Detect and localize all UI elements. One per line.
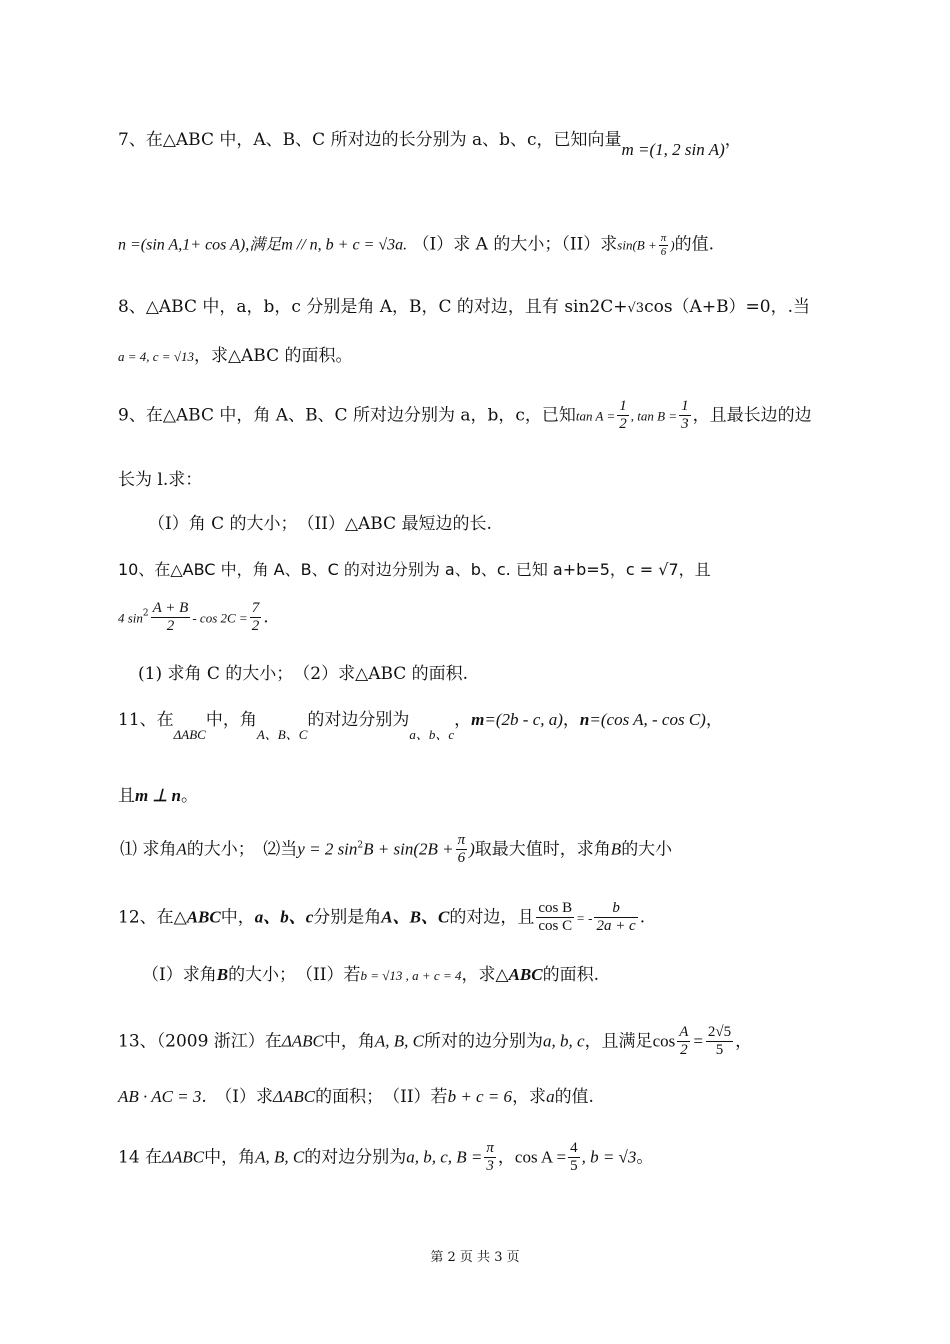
page-footer: 第 2 页 共 3 页 [430,1250,520,1265]
p14-pre: 14 在 [118,1147,163,1168]
p8-text1: 8、△ABC 中，a，b，c 分别是角 A，B，C 的对边，且有 sin2C+ [118,297,628,317]
p7-pi: π [660,232,667,244]
p11-y-expr2: B + sin(2B + [363,839,454,859]
p10-line3: (1) 求角 C 的大小； （2）求△ABC 的面积. [138,664,469,684]
p13-angles: A, B, C [374,1031,425,1051]
p14-mid2: 的对边分别为 [304,1147,407,1168]
p9-pre: 9、在△ABC 中，角 A、B、C 所对边分别为 a，b，c，已知 [118,405,576,426]
p11-A: A [176,839,187,859]
p13-sides: a, b, c [543,1031,585,1051]
p14-line1 [118,1140,653,1176]
p7-comma: ， [724,130,742,150]
p12-frac-cos [536,900,574,936]
p13-l2b: 的面积； （II）若 [315,1087,448,1107]
p13-mid: 中，角 [323,1031,375,1052]
p13-frac-a2 [677,1024,690,1060]
p14-four: 4 [568,1140,580,1158]
p12-l2c: ，求△ [461,965,509,985]
p12-l2b: 的大小； （II）若 [228,965,361,985]
p12-dot: . [639,907,646,928]
p12-angles: A、B、C [381,907,450,927]
p11-mid2: 的对边分别为 [307,710,410,730]
p13-tri-b: ΔABC [273,1087,316,1106]
p14-tri: ΔABC [162,1147,205,1167]
p13-line1 [118,1024,752,1060]
p9-line2: 长为 l.求： [118,470,203,490]
p14-three: 3 [486,1158,494,1175]
p13-a: a [546,1087,555,1106]
p10-ab: A + B [151,600,191,618]
p12-l2d: 的面积. [542,965,599,985]
p13-frac-root5 [706,1024,733,1060]
p12-cosC: cos C [538,918,573,935]
p7-pi-over-6 [659,232,669,258]
p13-two: 2 [680,1042,688,1059]
p14-mid: 中，角 [204,1147,256,1168]
p12-sides: a、b、c [254,907,314,927]
p12-den: 2a + c [596,918,636,935]
p11-n: n [579,710,590,729]
p11-l3d: 的大小 [621,839,673,860]
p8-condition: a = 4, c = √13 [118,349,194,364]
p12-pre: 12、在△ [118,907,187,928]
p11-B: B [610,839,622,859]
p13-cos: cos [652,1031,676,1051]
p14-comma: ， [497,1147,515,1168]
p10-line2 [118,600,269,636]
p12-B: B [216,965,229,984]
p14-cosA: cos A = [514,1147,567,1167]
p11-l3c: 取最大值时，求角 [474,839,611,860]
p11-and: 且 [118,786,135,806]
p13-tri: ΔABC [281,1031,324,1051]
p11-perp: m ⊥ n [135,786,181,805]
p7-six: 6 [660,245,667,258]
p11-end: 。 [181,786,198,806]
p7-end: 的值. [674,234,715,255]
p7-vector-n: n =(sin A,1+ cos A),满足m // n, b + c = √3a. [118,236,408,254]
p12-mid3: 的对边，且 [449,907,535,928]
p12-b: b [594,900,637,918]
p13-l2d: 的值. [554,1087,594,1107]
p13-pre: 13、（2009 浙江）在 [118,1031,282,1052]
p8-text1b: cos（A+B）=0，.当 [644,297,811,317]
p13-mid3: ，且满足 [584,1031,653,1052]
p12-mid2: 分别是角 [313,907,382,928]
p12-eq: = - [576,910,593,926]
p11-pi: π [456,832,468,850]
p14-pi-over-3 [484,1140,496,1176]
p9-post: ，且最长边的边 [692,405,812,426]
p12-ABC-b: ABC [508,965,543,984]
p9-one-b: 1 [679,398,691,416]
p11-comma1: ， [454,710,472,730]
p14-end: 。 [636,1147,654,1168]
p11-mid: 中，角 [205,710,257,730]
p11-comma2: ， [562,710,580,730]
p12-ABC: ABC [186,907,221,927]
p10-square: 2 [142,608,149,619]
p7-line1 [118,130,742,159]
p14-angles: A, B, C [255,1147,305,1167]
p12-line2 [142,965,599,985]
p11-comma3: ， [705,710,723,730]
p10-seven: 7 [250,600,262,618]
p9-tanB: , tan B = [630,408,678,424]
p12-line1 [118,900,645,936]
p13-mid2: 所对的边分别为 [424,1031,544,1052]
p11-six: 6 [457,850,466,867]
p11-m: m [471,710,485,729]
p10-line1: 10、在△ABC 中，角 A、B、C 的对边分别为 a、b、c. 已知 a+b=5，c = √7，且 [118,560,711,579]
p11-line2 [118,786,198,806]
p12-frac-b [594,900,637,936]
p13-A: A [677,1024,690,1042]
p13-eq: = [692,1031,704,1051]
p13-bc: b + c = 6 [447,1087,513,1106]
p8-line1 [118,297,810,317]
p12-cosB: cos B [536,900,574,918]
p13-comma: ， [735,1031,753,1052]
p8-line2 [118,346,353,366]
p13-l2c: ，求 [512,1087,547,1107]
p9-frac-half [617,398,629,434]
p7-part1: （I）求 A 的大小；（II）求 [412,234,618,255]
p11-pi-over-6 [456,832,468,868]
p14-frac-45 [568,1140,580,1176]
p9-frac-third [679,398,691,434]
p12-cond: b = √13 , a + c = 4 [360,968,462,983]
p13-l2a: . （I）求 [201,1087,274,1107]
p10-four-sin: 4 sin [118,610,143,626]
p14-b: , b = √3 [581,1147,637,1167]
p11-y-expr: y = 2 sin [297,839,358,859]
p12-mid: 中， [220,907,255,928]
p11-l3a: ⑴ 求角 [120,839,177,860]
p7-sin-pre: sin(B + [617,237,657,253]
p11-square: 2 [357,840,364,851]
p11-angles: A、B、C [256,727,308,742]
p11-l3b: 的大小； ⑵当 [186,839,298,860]
p8-text2: ，求△ABC 的面积。 [193,346,353,366]
p11-triangle: ΔABC [173,727,206,742]
p11-m-val: =(2b - c, a) [484,710,563,729]
p14-expr: a, b, c, B = [406,1147,483,1167]
p10-two-b: 2 [251,618,260,635]
p13-line2 [118,1087,594,1107]
p14-five: 5 [570,1158,578,1175]
p7-intro: 7、在△ABC 中，A、B、C 所对边的长分别为 a、b、c，已知向量 [118,130,622,150]
p14-pi: π [484,1140,496,1158]
p13-dot-product: AB · AC = 3 [118,1087,202,1106]
p9-line1 [118,398,812,434]
p8-sqrt3: √3 [627,301,645,316]
p9-one-a: 1 [617,398,629,416]
p10-frac-ab [151,600,191,636]
p7-sin-post: ) [670,237,675,253]
p13-five: 5 [715,1042,724,1059]
p13-num: 2√5 [706,1024,733,1042]
p7-vector-m: m =(1, 2 sin A) [621,140,725,159]
p11-line3 [120,832,672,868]
p9-line3: （I）角 C 的大小； （II）△ABC 最短边的长. [148,514,492,534]
p11-n-val: =(cos A, - cos C) [589,710,706,729]
p10-dot: . [263,607,269,628]
p9-two: 2 [619,416,627,433]
p10-two: 2 [166,618,175,635]
p7-line2 [118,232,714,258]
p11-sides: a、b、c [409,727,455,742]
p9-three: 3 [681,416,689,433]
p11-pre: 11、在 [118,710,174,730]
p12-l2a: （I）求角 [142,965,217,985]
p10-minus-cos: - cos 2C = [192,610,248,626]
p11-close: ) [469,839,475,859]
p10-frac-seven [250,600,262,636]
p9-tanA: tan A = [575,408,616,424]
